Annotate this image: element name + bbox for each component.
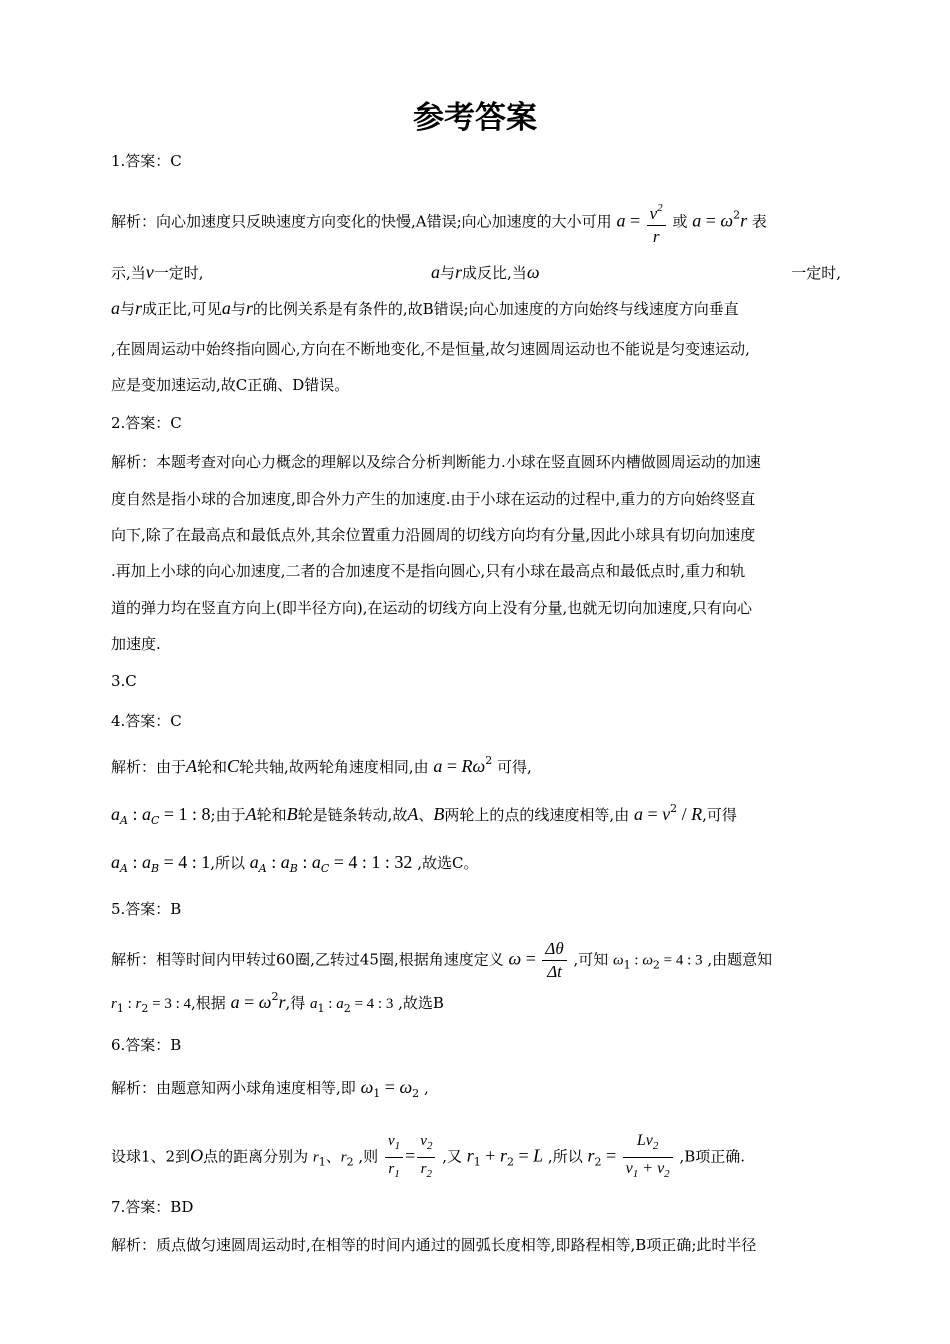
q5-answer: 5.答案：B (111, 900, 182, 918)
q6-explanation-line-2: 设球1、2到O点的距离分别为 $r_1$、$r_2$ ,则 $\frac{v_1}{r_1}$ = $\frac{v_2}{r_2}$ ,又 $r_1 + r_2 = L$ ,所以 $r_2$ = $\frac{Lv_2}{v_1 + v_2}$ ,B项正确. (111, 1132, 746, 1180)
q4-answer: 4.答案：C (111, 712, 182, 730)
q1-explanation-line-5: 应是变加速运动,故C正确、D错误。 (111, 376, 350, 394)
q1-answer: 1.答案：C (111, 152, 182, 170)
q2-explanation-line-1: 解析：本题考查对向心力概念的理解以及综合分析判断能力.小球在竖直圆环内槽做圆周运动的加速 (111, 453, 761, 471)
q4-explanation-line-1: 解析：由于A轮和C轮共轴,故两轮角速度相同,由 $a = R\omega^2$ 可得, (111, 754, 532, 776)
q4-explanation-line-2: $a_A$ : $a_C = 1$ : 8;由于A轮和B轮是链条转动,故A、B两轮上的点的线速度相等,由 $a = v^2 / R$,可得 (111, 802, 737, 827)
q5-explanation-line-2: $r_1$ : $r_2 = 3$ : 4,根据 $a = \omega^2r$,得 $a_1$ : $a_2 = 4$ : 3 ,故选B (111, 990, 444, 1015)
q1-explanation-line-3: a与r成正比,可见a与r的比例关系是有条件的,故B错误;向心加速度的方向始终与线速度方向垂直 (111, 298, 739, 318)
q5-explanation-line-1: 解析：相等时间内甲转过60圈,乙转过45圈,根据角速度定义 ω = $\frac{\Delta\theta}{\Delta t}$ ,可知 $\omega_1$ : $\omega_2 = 4$ : 3 ,由题意知 (111, 939, 773, 981)
q1-explanation-line-1: 解析：向心加速度只反映速度方向变化的快慢,A错误;向心加速度的大小可用 a = $\frac{v^2}{r}$ 或 $a = \omega^2r$ 表 (111, 197, 841, 248)
q2-explanation-line-4: .再加上小球的向心加速度,二者的合加速度不是指向圆心,只有小球在最高点和最低点时,重力和轨 (111, 562, 746, 580)
q3-answer: 3.C (111, 672, 137, 690)
q2-explanation-line-5: 道的弹力均在竖直方向上(即半径方向),在运动的切线方向上没有分量,也就无切向加速度,只有向心 (111, 599, 753, 617)
q2-explanation-line-6: 加速度. (111, 635, 161, 653)
q2-explanation-line-3: 向下,除了在最高点和最低点外,其余位置重力沿圆周的切线方向均有分量,因此小球具有切向加速度 (111, 526, 756, 544)
q7-explanation-line-1: 解析：质点做匀速圆周运动时,在相等的时间内通过的圆弧长度相等,即路程相等,B项正确;此时半径 (111, 1236, 757, 1254)
q1-explanation-line-4: ,在圆周运动中始终指向圆心,方向在不断地变化,不是恒量,故匀速圆周运动也不能说是匀变速运动, (111, 340, 750, 358)
q7-answer: 7.答案：BD (111, 1198, 194, 1216)
q6-answer: 6.答案：B (111, 1036, 182, 1054)
q2-explanation-line-2: 度自然是指小球的合加速度,即合外力产生的加速度.由于小球在运动的过程中,重力的方向始终竖直 (111, 490, 756, 508)
q2-answer: 2.答案：C (111, 414, 182, 432)
q6-explanation-line-1: 解析：由题意知两小球角速度相等,即 $\omega_1 = \omega_2$ , (111, 1077, 429, 1100)
page-title: 参考答案 (413, 100, 537, 136)
q1-explanation-line-2: 示,当v一定时, a与r成反比,当ω 一定时, (111, 262, 841, 282)
q4-explanation-line-3: $a_A$ : $a_B = 4$ : 1,所以 $a_A$ : $a_B$ : $a_C = 4$ : 1 : 32 ,故选C。 (111, 852, 479, 875)
